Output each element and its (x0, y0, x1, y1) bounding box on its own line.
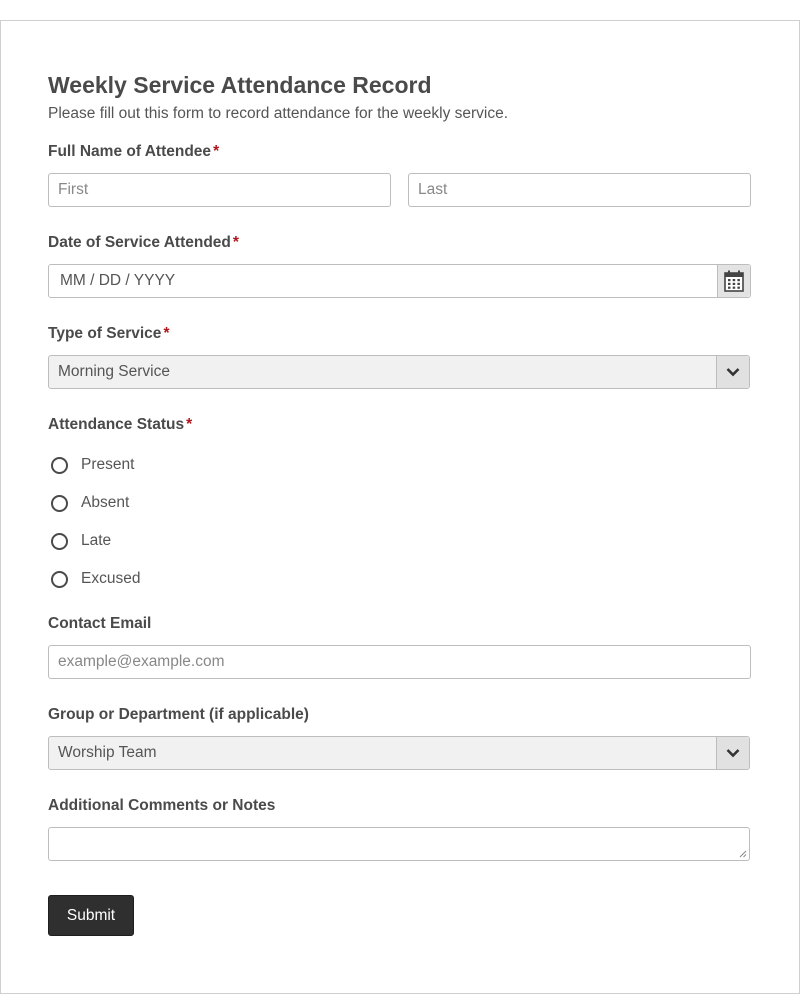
attendance-status-label (48, 416, 192, 434)
required-marker: * (186, 416, 193, 433)
first-name-placeholder: First (58, 181, 89, 198)
attendance-status-label-text: Attendance Status (48, 416, 185, 433)
service-type-selected: Morning Service (58, 363, 170, 380)
service-date-input[interactable] (48, 264, 751, 298)
radio-button[interactable] (51, 533, 68, 550)
comments-textarea[interactable] (48, 827, 750, 861)
radio-label: Late (81, 532, 112, 549)
group-label: Group or Department (if applicable) (48, 706, 309, 723)
first-name-input[interactable] (48, 173, 391, 207)
group-dropdown-toggle[interactable] (716, 737, 749, 769)
resize-grip-icon[interactable] (739, 850, 747, 858)
calendar-button[interactable] (717, 265, 750, 297)
calendar-icon (724, 270, 744, 292)
radio-button[interactable] (51, 495, 68, 512)
submit-button[interactable]: Submit (48, 895, 134, 936)
service-date-value: MM / DD / YYYY (60, 272, 176, 289)
service-date-label (48, 234, 239, 252)
required-marker: * (232, 234, 239, 251)
service-date-label-text: Date of Service Attended (48, 234, 231, 251)
service-type-dropdown-toggle[interactable] (716, 356, 749, 388)
service-type-select[interactable] (48, 355, 750, 389)
contact-email-placeholder: example@example.com (58, 653, 225, 670)
group-selected: Worship Team (58, 744, 157, 761)
chevron-down-icon (726, 748, 740, 758)
contact-email-label: Contact Email (48, 615, 152, 632)
service-type-label (48, 325, 169, 343)
full-name-label (48, 143, 219, 161)
radio-label: Absent (81, 494, 130, 511)
comments-label: Additional Comments or Notes (48, 797, 276, 814)
service-type-label-text: Type of Service (48, 325, 162, 342)
radio-button[interactable] (51, 571, 68, 588)
required-marker: * (213, 143, 220, 160)
form-title: Weekly Service Attendance Record (48, 72, 432, 98)
full-name-label-text: Full Name of Attendee (48, 143, 212, 160)
radio-label: Excused (81, 570, 141, 587)
radio-label: Present (81, 456, 135, 473)
form-description: Please fill out this form to record attendance for the weekly service. (48, 105, 509, 122)
contact-email-input[interactable] (48, 645, 751, 679)
last-name-input[interactable] (408, 173, 751, 207)
required-marker: * (163, 325, 170, 342)
group-select[interactable] (48, 736, 750, 770)
radio-button[interactable] (51, 457, 68, 474)
last-name-placeholder: Last (418, 181, 448, 198)
chevron-down-icon (726, 367, 740, 377)
